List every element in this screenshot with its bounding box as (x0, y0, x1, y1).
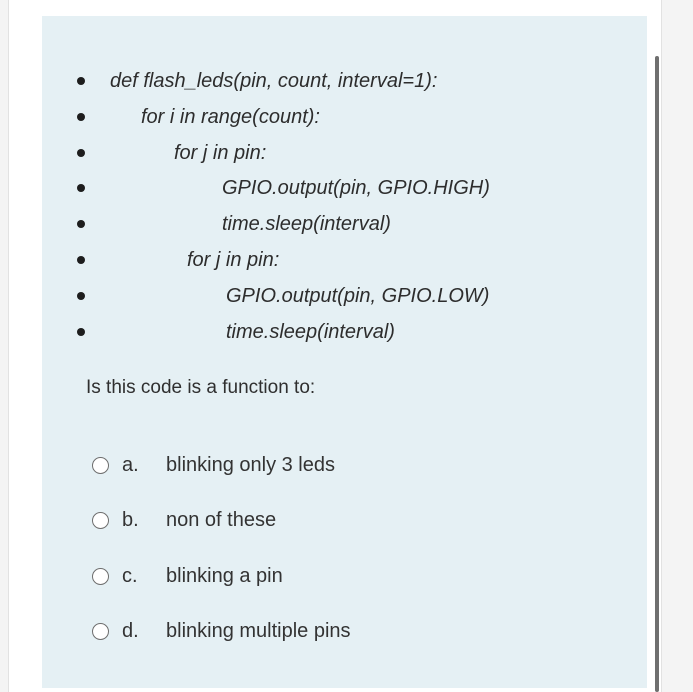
code-text: time.sleep(interval) (222, 213, 391, 235)
code-text: def flash_leds(pin, count, interval=1): (110, 70, 438, 92)
question-prompt: Is this code is a function to: (86, 377, 316, 398)
radio-button[interactable] (92, 512, 109, 529)
scrollbar[interactable] (655, 56, 659, 692)
option-label[interactable]: blinking only 3 leds (166, 454, 335, 476)
option-letter: d. (122, 620, 139, 642)
bullet-icon (77, 113, 85, 121)
option-letter: b. (122, 509, 139, 531)
bullet-icon (77, 256, 85, 264)
option-letter: c. (122, 565, 138, 587)
bullet-icon (77, 292, 85, 300)
bullet-icon (77, 184, 85, 192)
radio-button[interactable] (92, 568, 109, 585)
quiz-frame (8, 0, 662, 692)
code-text: GPIO.output(pin, GPIO.HIGH) (222, 177, 490, 199)
option-label[interactable]: non of these (166, 509, 277, 531)
code-text: for j in pin: (187, 249, 280, 271)
code-text: GPIO.output(pin, GPIO.LOW) (226, 285, 490, 307)
code-text: for j in pin: (174, 142, 267, 164)
bullet-icon (77, 149, 85, 157)
bullet-icon (77, 220, 85, 228)
option-label[interactable]: blinking a pin (166, 565, 283, 587)
radio-button[interactable] (92, 623, 109, 640)
code-text: for i in range(count): (141, 106, 320, 128)
option-label[interactable]: blinking multiple pins (166, 620, 351, 642)
option-letter: a. (122, 454, 139, 476)
radio-button[interactable] (92, 457, 109, 474)
bullet-icon (77, 328, 85, 336)
question-card (42, 16, 647, 688)
code-text: time.sleep(interval) (226, 321, 395, 343)
bullet-icon (77, 77, 85, 85)
